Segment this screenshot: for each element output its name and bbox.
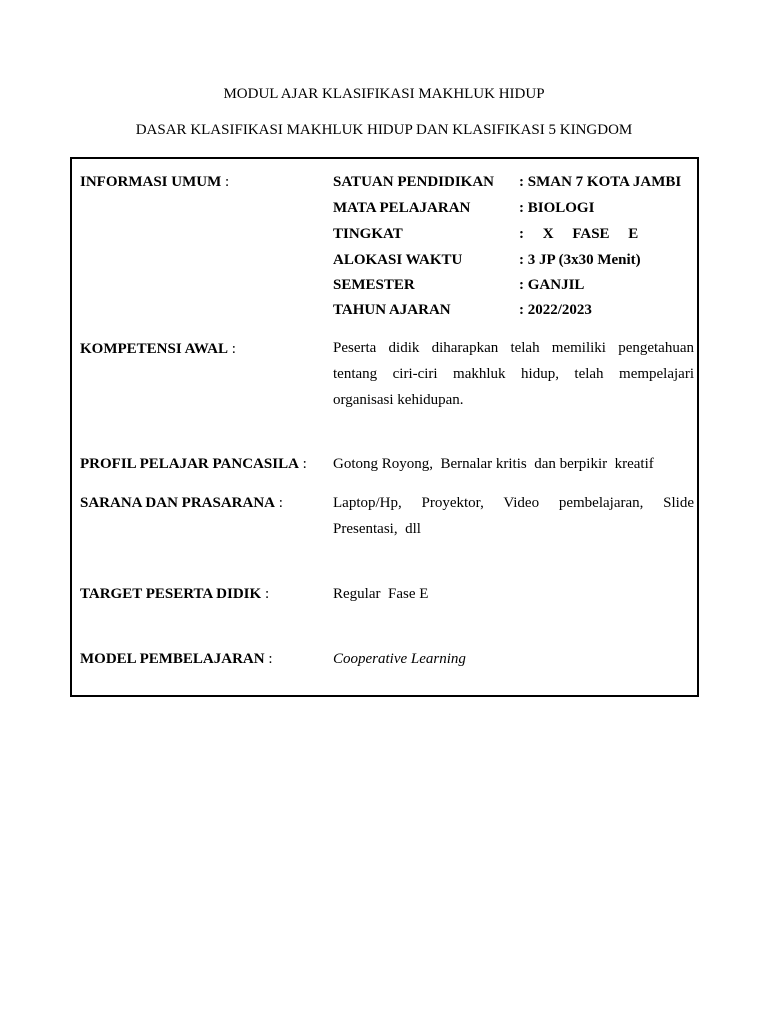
model-label: MODEL PEMBELAJARAN : <box>80 651 273 667</box>
informasi-umum-label: INFORMASI UMUM : <box>80 174 230 190</box>
value-tahun-ajaran: : 2022/2023 <box>519 302 592 318</box>
value-alokasi-waktu: : 3 JP (3x30 Menit) <box>519 252 641 268</box>
key-tingkat: TINGKAT <box>333 226 403 242</box>
target-label: TARGET PESERTA DIDIK : <box>80 586 270 602</box>
value-satuan-pendidikan: : SMAN 7 KOTA JAMBI <box>519 174 682 190</box>
key-alokasi-waktu: ALOKASI WAKTU <box>333 252 463 268</box>
key-semester: SEMESTER <box>333 277 415 293</box>
value-semester: : GANJIL <box>519 277 585 293</box>
profil-pelajar-value: Gotong Royong, Bernalar kritis dan berpikir kreatif <box>333 456 654 472</box>
sarana-label: SARANA DAN PRASARANA : <box>80 495 283 511</box>
kompetensi-awal-label: KOMPETENSI AWAL : <box>80 341 236 357</box>
kompetensi-line-1: Peserta didik diharapkan telah memiliki pengetahuan <box>333 340 694 356</box>
profil-pelajar-label: PROFIL PELAJAR PANCASILA : <box>80 456 307 472</box>
kompetensi-line-2: tentang ciri-ciri makhluk hidup, telah mempelajari <box>333 366 694 382</box>
value-mata-pelajaran: : BIOLOGI <box>519 200 595 216</box>
value-tingkat: : X FASE E <box>519 226 639 242</box>
info-table <box>70 157 699 697</box>
document-title: MODUL AJAR KLASIFIKASI MAKHLUK HIDUP <box>223 86 545 102</box>
kompetensi-line-3: organisasi kehidupan. <box>333 392 464 408</box>
key-mata-pelajaran: MATA PELAJARAN <box>333 200 471 216</box>
key-tahun-ajaran: TAHUN AJARAN <box>333 302 451 318</box>
document-subtitle: DASAR KLASIFIKASI MAKHLUK HIDUP DAN KLASIFIKASI 5 KINGDOM <box>135 122 633 138</box>
sarana-line-2: Presentasi, dll <box>333 521 421 537</box>
target-value: Regular Fase E <box>333 586 429 602</box>
model-value: Cooperative Learning <box>333 651 466 667</box>
kompetensi-awal-text <box>333 335 694 413</box>
sarana-line-1: Laptop/Hp, Proyektor, Video pembelajaran, Slide <box>333 495 694 511</box>
sarana-text <box>333 490 694 542</box>
key-satuan-pendidikan: SATUAN PENDIDIKAN <box>333 174 494 190</box>
